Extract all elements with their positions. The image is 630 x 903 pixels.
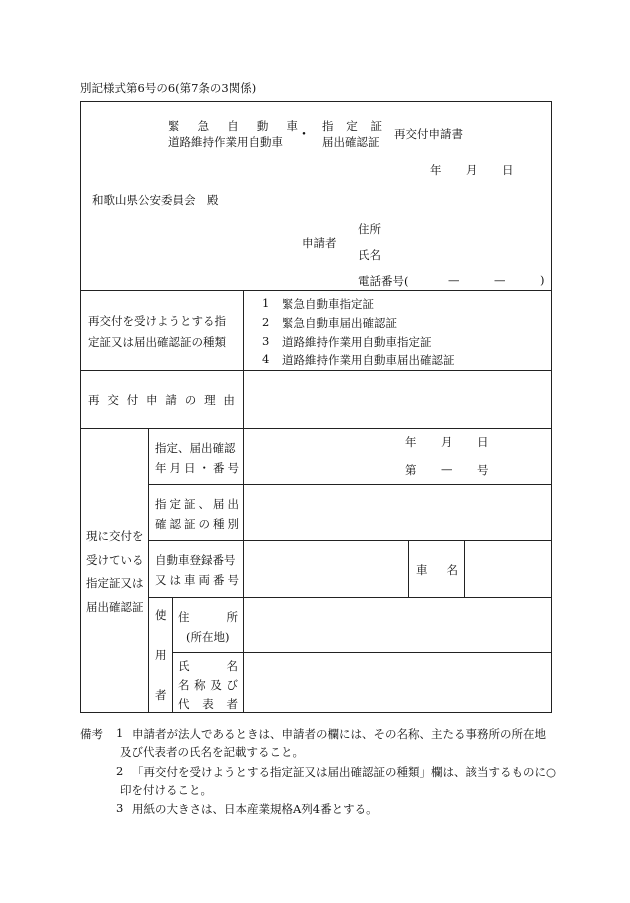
title-suffix: 再交付申請書 bbox=[394, 127, 463, 141]
title-line2-right: 届出確認証 bbox=[322, 135, 380, 149]
addressee: 和歌山県公安委員会 殿 bbox=[92, 193, 219, 207]
cert-type-label-2: 定証又は届出確認証の種類 bbox=[88, 335, 226, 349]
cert-type-label-1: 再交付を受けようとする指 bbox=[88, 314, 226, 328]
number-prefix: 第 bbox=[405, 463, 417, 477]
user-name-label-3: 代 表 者 bbox=[178, 697, 238, 711]
row-divider bbox=[148, 597, 552, 598]
col-divider bbox=[148, 428, 149, 712]
type-label-2: 確 認 証 の 種 別 bbox=[155, 517, 239, 531]
user-label-char: 用 bbox=[155, 648, 167, 662]
user-name-label-2: 名 称 及 び bbox=[178, 678, 238, 692]
user-address-label: 住 所 bbox=[178, 610, 238, 624]
table-border-bottom bbox=[80, 712, 552, 713]
col-divider bbox=[243, 428, 244, 712]
table-border-top bbox=[80, 101, 552, 102]
type-label-1: 指 定 証 、 届 出 bbox=[155, 497, 239, 511]
form-reference: 別記様式第6号の6(第7条の3関係) bbox=[80, 81, 257, 95]
phone-close: ) bbox=[540, 273, 545, 287]
date-year: 年 bbox=[430, 163, 442, 177]
note-item: 及び代表者の氏名を記載すること。 bbox=[120, 745, 304, 759]
applicant-label: 申請者 bbox=[302, 236, 337, 250]
current-date-year: 年 bbox=[405, 435, 417, 449]
cert-option-num: 3 bbox=[262, 334, 270, 348]
cert-option: 道路維持作業用自動車指定証 bbox=[282, 335, 432, 349]
cert-option-num: 2 bbox=[262, 315, 270, 329]
applicant-address-label: 住所 bbox=[358, 222, 381, 236]
current-group-label: 現に交付を 受けている 指定証又は 届出確認証 bbox=[86, 529, 144, 614]
note-num: 2 bbox=[116, 764, 124, 778]
table-border-right bbox=[551, 101, 552, 713]
reg-label-2: 又 は 車 両 番 号 bbox=[155, 573, 239, 587]
current-date-day: 日 bbox=[477, 435, 489, 449]
title-line2-left: 道路維持作業用自動車 bbox=[168, 135, 283, 149]
reason-label: 再 交 付 申 請 の 理 由 bbox=[88, 393, 235, 407]
title-line1-right: 指 定 証 bbox=[322, 119, 382, 133]
user-address-sub: (所在地) bbox=[186, 630, 230, 644]
row-divider bbox=[148, 540, 552, 541]
row-divider bbox=[80, 428, 552, 429]
col-divider bbox=[408, 540, 409, 597]
phone-dash-2: — bbox=[494, 273, 506, 287]
current-date-month: 月 bbox=[441, 435, 453, 449]
cert-option-num: 4 bbox=[262, 352, 270, 366]
note-item: 申請者が法人であるときは、申請者の欄には、その名称、主たる事務所の所在地 bbox=[132, 727, 546, 741]
user-label-char: 者 bbox=[155, 688, 167, 702]
title-dot: ・ bbox=[297, 127, 311, 143]
col-divider bbox=[172, 597, 173, 712]
row-divider bbox=[172, 652, 552, 653]
date-day: 日 bbox=[502, 163, 514, 177]
user-name-label-1: 氏 名 bbox=[178, 659, 238, 673]
phone-dash-1: — bbox=[448, 273, 460, 287]
note-num: 3 bbox=[116, 801, 124, 815]
row-divider bbox=[148, 484, 552, 485]
applicant-phone-label: 電話番号( bbox=[358, 274, 409, 288]
note-item: 印を付けること。 bbox=[120, 783, 212, 797]
notes-label: 備考 bbox=[80, 727, 103, 741]
note-item: 用紙の大きさは、日本産業規格A列4番とする。 bbox=[132, 802, 378, 816]
note-item: 「再交付を受けようとする指定証又は届出確認証の種類」欄は、該当するものに○ bbox=[132, 765, 557, 779]
reg-label-1: 自動車登録番号 bbox=[155, 553, 236, 567]
date-no-label-2: 年 月 日 ・ 番 号 bbox=[155, 461, 239, 475]
col-divider bbox=[464, 540, 465, 597]
date-month: 月 bbox=[466, 163, 478, 177]
user-label-char: 使 bbox=[155, 608, 167, 622]
col-divider bbox=[243, 290, 244, 428]
row-divider bbox=[80, 370, 552, 371]
number-dash: — bbox=[441, 462, 453, 476]
table-border-left bbox=[80, 101, 81, 713]
applicant-name-label: 氏名 bbox=[358, 248, 381, 262]
cert-option: 緊急自動車届出確認証 bbox=[282, 316, 397, 330]
cert-option: 緊急自動車指定証 bbox=[282, 297, 374, 311]
note-num: 1 bbox=[116, 726, 124, 740]
title-line1-left: 緊 急 自 動 車 bbox=[168, 119, 298, 133]
number-suffix: 号 bbox=[477, 463, 489, 477]
cert-option-num: 1 bbox=[262, 296, 270, 310]
cert-option: 道路維持作業用自動車届出確認証 bbox=[282, 353, 455, 367]
date-no-label-1: 指定、届出確認 bbox=[155, 441, 236, 455]
car-name-label: 車 名 bbox=[416, 563, 458, 577]
row-divider bbox=[80, 290, 552, 291]
